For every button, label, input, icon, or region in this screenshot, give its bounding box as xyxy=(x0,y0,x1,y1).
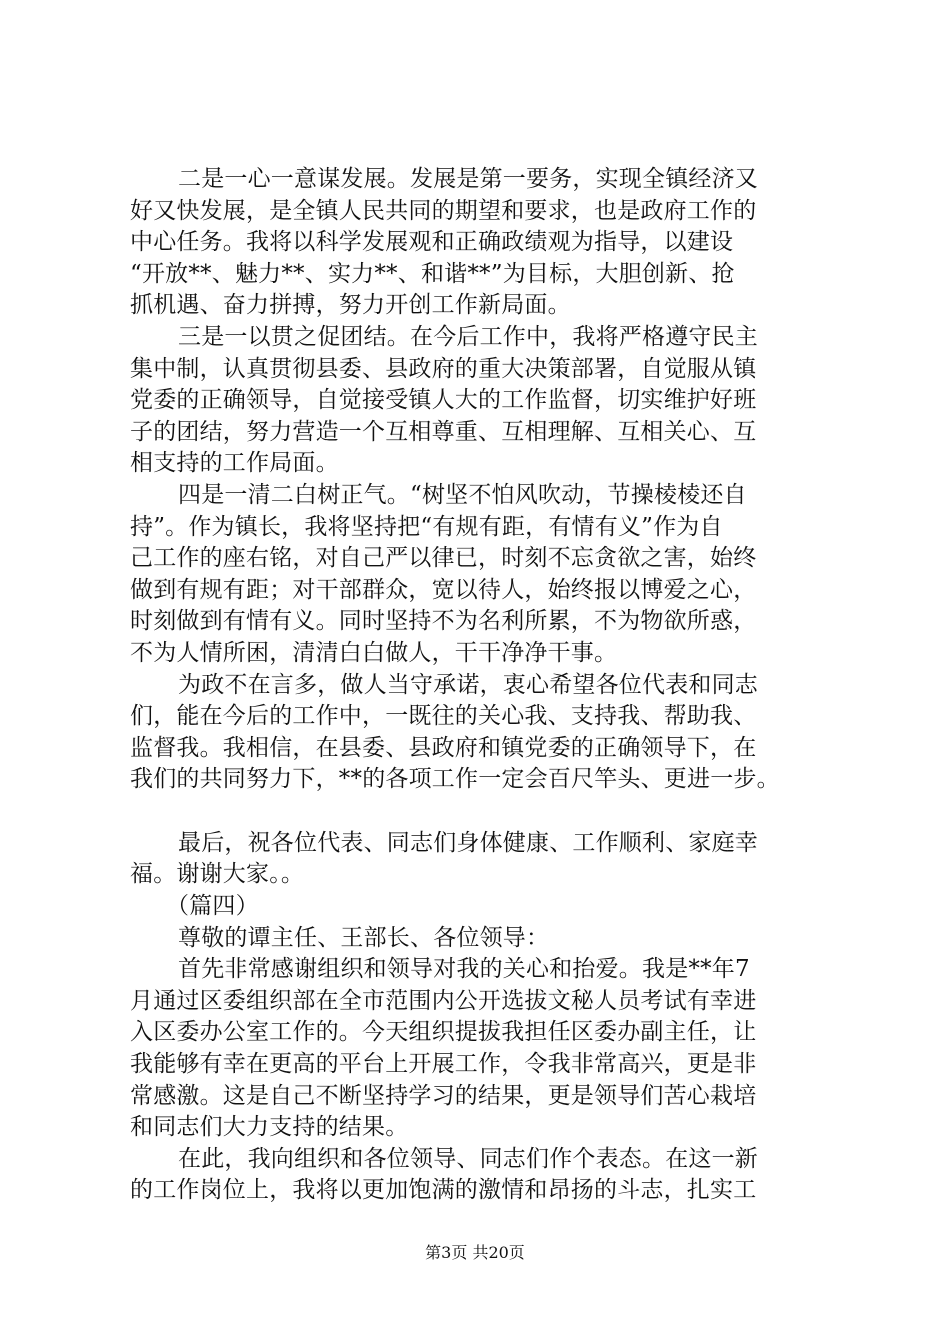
paragraph-line: 入区委办公室工作的。今天组织提拔我担任区委办副主任，让 xyxy=(130,1019,757,1046)
paragraph-line: 二是一心一意谋发展。发展是第一要务，实现全镇经济又 xyxy=(178,166,758,192)
paragraph-line: 福。谢谢大家。。 xyxy=(130,861,305,888)
paragraph-line: 月通过区委组织部在全市范围内公开选拔文秘人员考试有幸进 xyxy=(130,987,757,1014)
paragraph-line: 三是一以贯之促团结。在今后工作中，我将严格遵守民主 xyxy=(178,323,758,350)
paragraph-line: 己工作的座右铭，对自己严以律已，时刻不忘贪欲之害，始终 xyxy=(130,545,757,572)
paragraph-gap xyxy=(130,796,840,828)
paragraph-line: 中心任务。我将以科学发展观和正确政绩观为指导，以建设 xyxy=(130,229,734,256)
paragraph-line: 的工作岗位上，我将以更加饱满的激情和昂扬的斗志，扎实工 xyxy=(130,1177,757,1204)
paragraph-line: 子的团结，努力营造一个互相尊重、互相理解、互相关心、互 xyxy=(130,418,757,445)
paragraph-line: 在此，我向组织和各位领导、同志们作个表态。在这一新 xyxy=(178,1145,758,1172)
paragraph-line: 为政不在言多，做人当守承诺，衷心希望各位代表和同志 xyxy=(178,671,758,698)
salutation-line: 尊敬的谭主任、王部长、各位领导： xyxy=(178,924,550,951)
paragraph-line: 党委的正确领导，自觉接受镇人大的工作监督，切实维护好班 xyxy=(130,387,757,414)
paragraph-line: 四是一清二白树正气。“树坚不怕风吹动，节操棱棱还自 xyxy=(178,481,747,508)
paragraph-line: 常感激。这是自己不断坚持学习的结果，更是领导们苦心栽培 xyxy=(130,1082,757,1109)
paragraph-line: 们，能在今后的工作中，一既往的关心我、支持我、帮助我、 xyxy=(130,703,757,730)
page-footer xyxy=(0,1243,950,1263)
paragraph-line: “开放**、魅力**、实力**、和谐**”为目标，大胆创新、抢 xyxy=(130,260,735,287)
paragraph-line: 做到有规有距；对干部群众，宽以待人，始终报以博爱之心， xyxy=(130,576,757,603)
paragraph-line: 监督我。我相信，在县委、县政府和镇党委的正确领导下，在 xyxy=(130,734,757,761)
paragraph-line: 我能够有幸在更高的平台上开展工作，令我非常高兴，更是非 xyxy=(130,1051,757,1078)
paragraph-line: 好又快发展，是全镇人民共同的期望和要求，也是政府工作的 xyxy=(130,197,757,224)
paragraph-line: 首先非常感谢组织和领导对我的关心和抬爱。我是**年7 xyxy=(178,956,750,983)
paragraph-line: 时刻做到有情有义。同时坚持不为名利所累，不为物欲所惑， xyxy=(130,608,757,635)
paragraph-line: 相支持的工作局面。 xyxy=(130,450,339,477)
paragraph-line: 不为人情所困，清清白白做人，干干净净干事。 xyxy=(130,639,618,666)
paragraph-line: 和同志们大力支持的结果。 xyxy=(130,1114,409,1141)
paragraph-line: 集中制，认真贯彻县委、县政府的重大决策部署，自觉服从镇 xyxy=(130,355,757,382)
paragraph-line: 最后，祝各位代表、同志们身体健康、工作顺利、家庭幸 xyxy=(178,829,758,856)
document-body xyxy=(130,164,840,1207)
paragraph-line: 我们的共同努力下，**的各项工作一定会百尺竿头、更进一步。 xyxy=(130,766,780,793)
paragraph-line: 抓机遇、奋力拼搏，努力开创工作新局面。 xyxy=(130,292,571,319)
section-heading: （篇四） xyxy=(166,893,259,920)
paragraph-line: 持”。作为镇长，我将坚持把“有规有距，有情有义”作为自 xyxy=(130,513,723,540)
page-number-label: 第3页 共20页 xyxy=(425,1243,525,1262)
